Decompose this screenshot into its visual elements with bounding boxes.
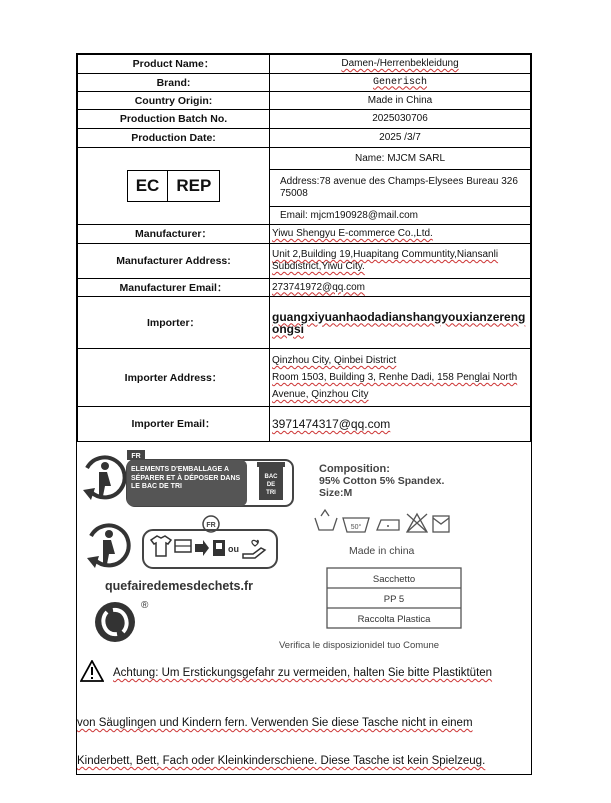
date-label: Production Date: <box>78 129 270 148</box>
green-dot-icon <box>95 602 135 642</box>
importer-email-value: 3971474317@qq.com <box>270 407 531 442</box>
row-country <box>78 92 531 110</box>
row-importer <box>78 297 531 349</box>
batch-label: Production Batch No. <box>78 110 270 129</box>
arrow-right-icon <box>195 540 209 556</box>
ec-rep-cell <box>78 148 270 225</box>
hand-wash-icon <box>315 510 337 530</box>
bac-line1: BAC <box>264 474 278 480</box>
wash-temp-text: 50° <box>350 524 362 531</box>
info-banner <box>143 530 277 568</box>
rep-address: Address:78 avenue des Champs-Elysees Bureau 326 75008 <box>270 170 531 207</box>
manufacturer-address-value: Unit 2,Building 19,Huapitang Communtity,Niansanli Subdistrict,Yiwu City. <box>270 244 531 279</box>
warning-line1: Achtung: Um Erstickungsgefahr zu vermeiden, halten Sie bitte Plastiktüten <box>113 667 493 679</box>
fr-badge-text: FR <box>131 453 141 460</box>
product-name-label: Product Name： <box>78 55 270 74</box>
bac-line3: TRI <box>266 490 276 496</box>
ou-text: ou <box>228 544 239 554</box>
warning-line2-row <box>77 716 533 730</box>
date-value: 2025 /3/7 <box>270 129 531 148</box>
row-batch <box>78 110 531 129</box>
triman-text-box <box>131 466 243 504</box>
manufacturer-value: Yiwu Shengyu E-commerce Co.,Ltd. <box>270 225 531 244</box>
row-manufacturer-address <box>78 244 531 279</box>
triman-icon-mid <box>87 525 129 568</box>
website-text: quefairedemesdechets.fr <box>105 579 253 593</box>
row-brand <box>78 74 531 92</box>
recycle-row-3: Raccolta Plastica <box>357 614 431 625</box>
verify-text: Verifica le disposizionidel tuo Comune <box>279 640 440 651</box>
importer-address-line2: Room 1503, Building 3, Renhe Dadi, 158 Penglai North Avenue, Qinzhou City <box>272 372 518 400</box>
product-name-value: Damen-/Herrenbekleidung <box>270 55 531 74</box>
row-date <box>78 129 531 148</box>
warning-triangle-icon <box>80 660 104 682</box>
country-label: Country Origin: <box>78 92 270 110</box>
recycle-row-1: Sacchetto <box>372 574 416 585</box>
product-label-document <box>76 53 532 775</box>
recycle-row-2: PP 5 <box>383 594 405 605</box>
tshirt-icon <box>151 536 171 556</box>
row-manufacturer <box>78 225 531 244</box>
row-product-name <box>78 55 531 74</box>
rep-email: Email: mjcm190928@mail.com <box>270 207 531 225</box>
importer-label: Importer： <box>78 297 270 349</box>
importer-address-line1: Qinzhou City, Qinbei District <box>272 355 397 366</box>
row-manufacturer-email <box>78 279 531 297</box>
no-bleach-icon <box>407 514 427 532</box>
warning-line3: Kinderbett, Bett, Fach oder Kleinkinderschiene. Diese Tasche ist kein Spielzeug. <box>77 755 486 767</box>
dry-icon <box>433 516 449 532</box>
size-text: Size:M <box>319 487 353 499</box>
brand-label: Brand: <box>78 74 270 92</box>
country-value: Made in China <box>270 92 531 110</box>
manufacturer-address-label: Manufacturer Address: <box>78 244 270 279</box>
iron-icon <box>377 520 399 530</box>
manufacturer-email-value: 273741972@qq.com <box>270 279 531 297</box>
row-rep-name <box>78 148 531 170</box>
brand-value: Generisch <box>270 74 531 92</box>
importer-value: guangxiyuanhaodadianshangyouxianzerengongsi <box>270 297 531 349</box>
product-info-table <box>77 54 531 442</box>
composition-title: Composition: <box>319 463 390 475</box>
ec-text: EC <box>135 176 160 195</box>
ec-rep-logo <box>127 170 221 202</box>
folded-clothes-icon <box>175 540 191 552</box>
composition-value: 95% Cotton 5% Spandex. <box>319 475 445 487</box>
hand-heart-icon <box>243 540 265 558</box>
triman-icon-top <box>83 457 125 500</box>
triman-text: ÉLÉMENTS D'EMBALLAGE À SÉPARER ET À DÉPOSER DANS LE BAC DE TRI <box>131 466 241 490</box>
row-importer-email <box>78 407 531 442</box>
recycling-labels-panel <box>77 448 531 658</box>
manufacturer-email-label: Manufacturer Email： <box>78 279 270 297</box>
fr-circle-text: FR <box>206 522 216 529</box>
bac-line2: DE <box>266 482 276 488</box>
manufacturer-label: Manufacturer： <box>78 225 270 244</box>
warning-line3-row <box>77 754 533 768</box>
rep-name: Name: MJCM SARL <box>270 148 531 170</box>
container-icon <box>213 540 225 556</box>
importer-address-label: Importer Address： <box>78 349 270 407</box>
batch-value: 2025030706 <box>270 110 531 129</box>
rep-text: REP <box>167 171 219 201</box>
warning-line2: von Säuglingen und Kindern fern. Verwenden Sie diese Tasche nicht in einem <box>77 717 473 729</box>
made-in-china-text: Made in china <box>349 545 415 557</box>
importer-email-label: Importer Email： <box>78 407 270 442</box>
importer-address-cell <box>270 349 531 407</box>
registered-mark: ® <box>141 600 149 611</box>
row-importer-address <box>78 349 531 407</box>
